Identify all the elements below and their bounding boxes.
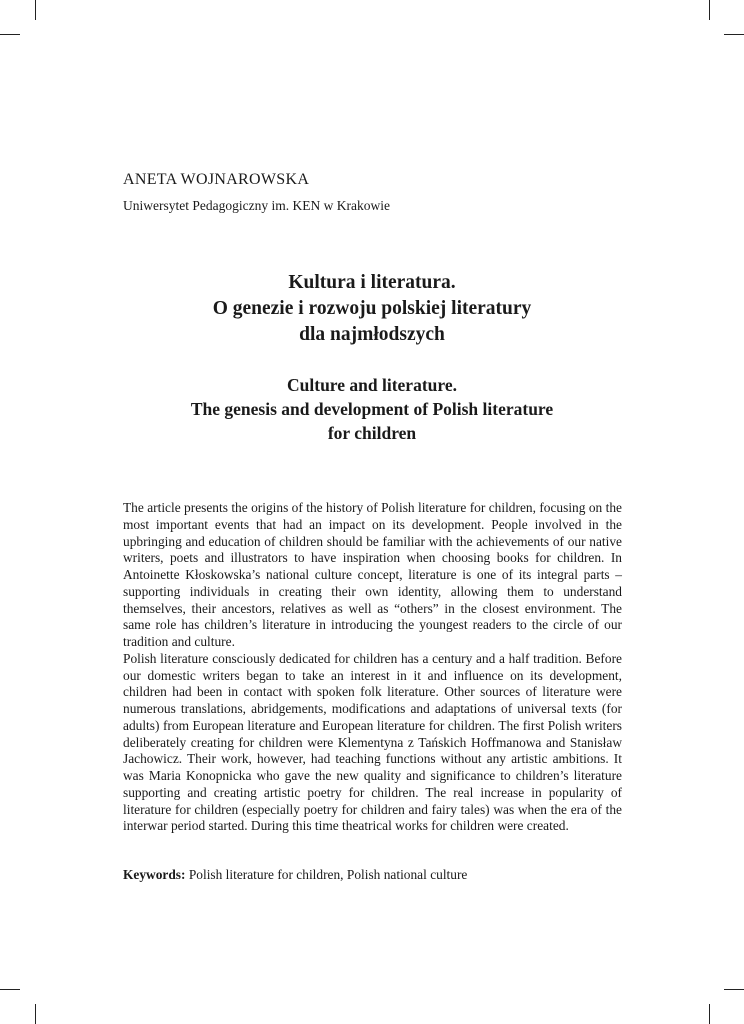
abstract	[123, 500, 622, 835]
crop-mark-bottom-right-h	[724, 989, 744, 990]
crop-mark-bottom-left-h	[0, 989, 20, 990]
crop-mark-top-right-h	[724, 34, 744, 35]
author-affiliation: Uniwersytet Pedagogiczny im. KEN w Krakowie	[123, 198, 390, 213]
keywords	[123, 866, 622, 883]
crop-mark-top-left-h	[0, 34, 20, 35]
keywords-text: Polish literature for children, Polish national culture	[185, 867, 468, 882]
author-name: ANETA WOJNAROWSKA	[123, 171, 310, 188]
crop-mark-top-left	[35, 0, 36, 20]
crop-mark-bottom-left	[35, 1004, 36, 1024]
title-english-line: The genesis and development of Polish literature	[190, 399, 554, 419]
title-polish	[100, 270, 644, 348]
keywords-label: Keywords:	[123, 867, 186, 882]
title-polish-line: dla najmłodszych	[299, 324, 445, 345]
title-english-line: Culture and literature.	[287, 375, 457, 395]
crop-mark-bottom-right	[709, 1004, 710, 1024]
title-english	[100, 373, 644, 445]
title-polish-line: Kultura i literatura.	[288, 272, 456, 293]
title-polish-line: O genezie i rozwoju polskiej literatury	[212, 298, 532, 319]
abstract-paragraph: Polish literature consciously dedicated for children has a century and a half tradition. Before our domestic writers began to take an interest in it and influence on its development, children had been in contact with spoken folk literature. Other sources of literature were numerous translations, abridgements, modifications and adaptations of universal texts (for adults) from European literature and European literature for children. The first Polish writers deliberately creating for children were Klementyna z Tańskich Hoffmanowa and Stanisław Jachowicz. Their work, however, had teaching functions without any artistic ambitions. It was Maria Konopnicka who gave the new quality and significance to children’s literature supporting and creating artistic poetry for children. The real increase in popularity of literature for children (especially poetry for children and fairy tales) was when the era of the interwar period started. During this time theatrical works for children were created.	[123, 650, 622, 834]
crop-mark-top-right	[709, 0, 710, 20]
abstract-paragraph: The article presents the origins of the history of Polish literature for children, focusing on the most important events that had an impact on its development. People involved in the upbringing and education of children should be familiar with the achievements of our native writers, poets and illustrators to have inspiration when choosing books for children. In Antoinette Kłoskowska’s national culture concept, literature is one of its integral parts – supporting individuals in creating their own identity, allowing them to understand themselves, their ancestors, relatives as well as “others” in the closest environment. The same role has children’s literature in introducing the youngest readers to the circle of our tradition and culture.	[123, 500, 622, 649]
title-english-line: for children	[327, 423, 417, 443]
